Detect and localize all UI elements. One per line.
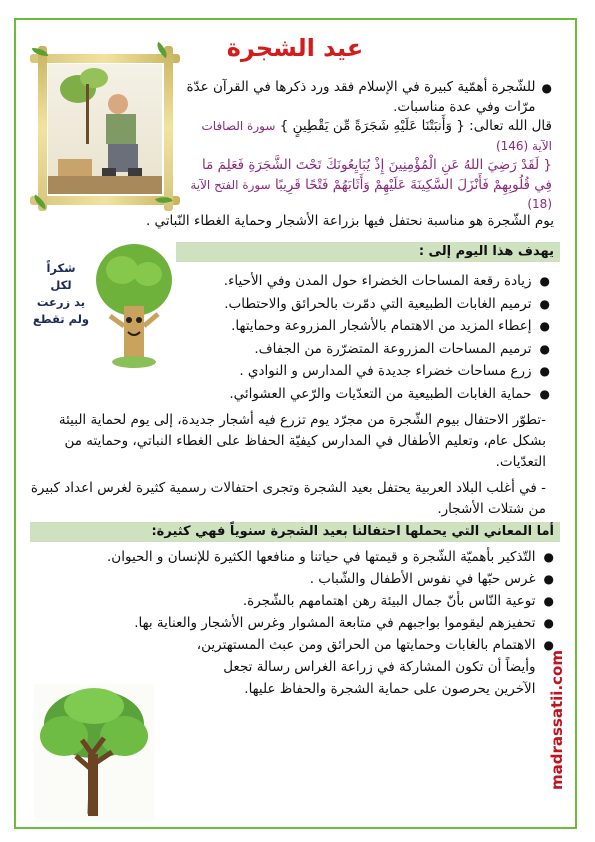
verse-line-2 [184,156,552,215]
bullet-icon: ● [543,572,554,586]
thanks-line: لكل [50,278,72,292]
bullet-icon: ● [539,274,550,288]
bamboo-left [38,46,47,211]
verse-2-ref: سورة الفتح الآية (18) [190,177,552,212]
bamboo-right [164,46,173,211]
meaning-text: غرس حبّها في نفوس الأطفال والشّباب . [309,571,536,587]
intro-bullet [184,78,552,117]
bullet-icon: ● [539,386,550,401]
goals-header: يهدف هذا اليوم إلى : [176,242,560,262]
bullet-icon: ● [539,319,550,334]
list-item [30,270,550,293]
goal-text: حماية الغابات الطبيعية من التعدّيات والرّعي العشوائي. [229,385,532,402]
page-title: عيد الشجرة [226,34,364,62]
list-item [30,338,550,361]
day-definition: يوم الشّجرة هو مناسبة نحتفل فيها بزراعة الأشجار وحماية الغطاء النّباتي . [145,213,554,229]
bullet-icon: ● [541,81,552,95]
meanings-header: أما المعاني التي يحملها احتفالنا بعيد الشجرة سنوياً فهي كثيرة: [30,522,560,542]
list-item [30,590,554,612]
bullet-icon: ● [543,594,554,608]
goal-text: إعطاء المزيد من الاهتمام بالأشجار المزروعة وحمايتها. [231,318,532,335]
goal-text: زرع مساحات خضراء جديدة في المدارس و النوادي . [239,363,532,380]
goal-text: ترميم الغابات الطبيعية التي دمّرت بالحرائق والاحتطاب. [224,295,532,312]
goal-text: ترميم المساحات المزروعة المتضرّرة من الجفاف. [254,340,532,357]
paragraph-evolution: -تطوّر الاحتفال بيوم الشّجرة من مجرّد يوم تزرع فيه أشجار جديدة، إلى يوم لحماية البيئة بشكل عام، وتعليم الأطفال في المدارس كيفيّة الحفاظ على الغطاء النباتي، وحمايته من التعدّيات. [58,412,546,470]
list-item [30,293,550,316]
verse-1-ref: سورة الصافات الآية (146) [201,119,552,153]
watermark: madrassatii.com [548,650,566,790]
photo-image [48,64,162,194]
meaning-text: توعية النّاس بأنّ جمال البيئة رهن اهتمامهم بالشّجرة. [242,593,536,609]
goal-text: زيادة رقعة المساحات الخضراء حول المدن وفي الأحياء. [223,273,532,289]
list-item [30,315,550,338]
list-item [30,360,550,383]
thanks-line: ولم تقطع [32,312,90,326]
meaning-text: التّذكير بأهميّة الشّجرة و قيمتها في حياتنا و منافعها الكثيرة للإنسان و الحيوان. [107,549,536,565]
tree-illustration-icon [34,684,154,822]
bamboo-top [30,54,180,63]
verse-1: قال الله تعالى: { وَأَنبَتْنَا عَلَيْهِ شَجَرَةً مِّن يَقْطِينٍ } [279,118,552,135]
verse-2: { لَقَدْ رَضِيَ اللهُ عَنِ الْمُؤْمِنِينَ إِذْ يُبَايِعُونَكَ تَحْتَ الشَّجَرَةِ فَعَلِمَ مَا فِي قُلُوبِهِمْ فَأَنْزَلَ السَّكِينَةَ عَلَيْهِمْ وَأَثَابَهُمْ فَتْحًا قَرِيبًا [202,157,552,193]
list-item [30,568,554,590]
verse-line-1 [184,117,552,156]
intro-section [184,78,552,215]
meaning-text: الاهتمام بالغابات وحمايتها من الحرائق ومن عبث المستهترين، وأيضاً أن تكون المشاركة في زراعة الغراس رسالة تجعل الآخرين يحرصون على حماية الشجرة والحفاظ عليها. [196,637,536,697]
bullet-icon: ● [543,550,554,564]
list-item [30,546,554,568]
bullet-icon: ● [543,616,554,630]
bullet-icon: ● [543,638,554,652]
thanks-line: شكراً [46,261,76,275]
planting-photo [30,46,180,211]
meanings-list [30,546,554,700]
bullet-icon: ● [539,296,550,311]
meaning-text: تحفيزهم ليقوموا بواجبهم في متابعة المشوار وغرس الأشجار والعناية بها. [134,615,536,631]
bullet-icon: ● [539,364,550,379]
goals-list [30,270,550,406]
list-item [30,612,554,634]
thanks-line: يد زرعت [36,295,86,309]
list-item [30,383,550,406]
bullet-icon: ● [539,341,550,356]
paragraph-arab-countries: - في أغلب البلاد العربية يحتفل بعيد الشجرة وتجرى احتفالات رسمية كثيرة لغرس اعداد كبيرة من شتلات الأشجار. [30,480,546,517]
intro-text: للشّجرة أهمّية كبيرة في الإسلام فقد ورد ذكرها في القرآن عدّة مرّات وفي عدة مناسبات. [186,79,536,115]
